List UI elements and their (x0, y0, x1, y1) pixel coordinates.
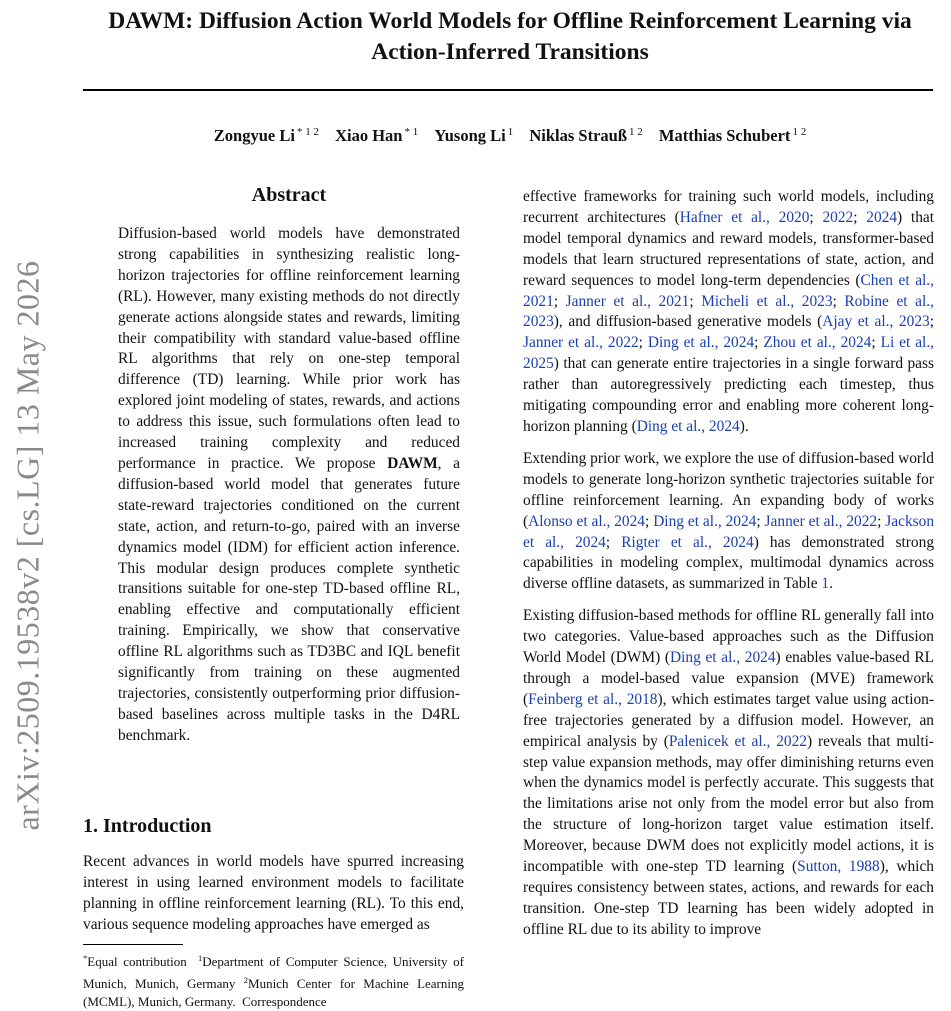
citation-link[interactable]: Janner et al., 2021 (565, 292, 690, 310)
paragraph-text: ; (605, 533, 622, 551)
citation-link[interactable]: Chen et al., 2021 (523, 271, 934, 310)
paragraph-text: ; (756, 512, 765, 530)
citation-link[interactable]: 2022 (822, 208, 854, 226)
paragraph-text: ; (853, 208, 867, 226)
citation-link[interactable]: Li et al., 2025 (523, 334, 935, 373)
author-list (80, 126, 940, 146)
citation-link[interactable]: Palenicek et al., 2022 (668, 732, 807, 750)
paragraph-text: ; (645, 512, 654, 530)
paragraph-text: ) that can generate entire trajectories in a single forward pass rather than autoregressively predicting each timestep, thus mitigating compounding error and enabling more coherent long-horizon planning ( (523, 355, 934, 435)
paragraph-text: ; (877, 512, 886, 530)
author-5 (659, 126, 806, 145)
author-affiliation-marks: * 1 (404, 126, 419, 138)
footnote-equal-contribution: Equal contribution (87, 954, 187, 969)
footnote-mark: * (83, 953, 88, 963)
paragraph-text: ) enables value-based RL through a model-based value expansion (MVE) framework ( (523, 649, 935, 708)
citation-link[interactable]: Robine et al., 2023 (523, 292, 934, 331)
author-2 (335, 126, 418, 145)
citation-link[interactable]: Hafner et al., 2020 (679, 208, 810, 226)
paragraph-text: ), which estimates target value using action-free trajectories generated by a diffusion model. However, an empirical analysis by ( (523, 690, 934, 750)
citation-link[interactable]: Janner et al., 2022 (764, 512, 878, 530)
paragraph-text: ) that model temporal dynamics and reward models, transformer-based models that learn structured representations of state, action, and reward sequences to model long-term dependencies ( (523, 208, 934, 289)
citation-link[interactable]: Ajay et al., 2023 (822, 313, 930, 331)
paragraph-text: effective frameworks for training such world models, including recurrent architectures ( (523, 188, 934, 226)
citation-link[interactable]: Rigter et al., 2024 (621, 533, 754, 551)
citation-link[interactable]: 2024 (866, 208, 898, 226)
abstract-body (118, 224, 460, 747)
author-affiliation-marks: 1 2 (792, 126, 807, 138)
paragraph-text: ) reveals that multi-step value expansion methods, may offer diminishing returns even when the dynamics model is perfectly accurate. This suggests that the limitations arise not only from the model error but also from the structure of long-horizon target value estimation itself. Moreover, because DWM does not explicitly model actions, it is incompatible with one-step TD learning ( (523, 732, 935, 876)
author-affiliation-marks: 1 2 (629, 126, 643, 138)
footnote-divider (83, 944, 183, 945)
author-name: Zongyue Li (213, 126, 295, 145)
paragraph-text: ; (809, 208, 823, 226)
introduction-paragraph: Recent advances in world models have spurred increasing interest in using learned environment models to facilitate planning in offline reinforcement learning (RL). To this end, various sequence modeling approaches have emerged as (83, 853, 464, 933)
paragraph-text: . (829, 575, 833, 593)
paragraph-extending-prior-work (523, 449, 934, 595)
citation-link[interactable]: Sutton, 1988 (797, 858, 880, 876)
paragraph-text: ; (638, 334, 648, 352)
author-4 (529, 126, 642, 145)
arxiv-id-text: arXiv:2509.19538v2 [cs.LG] 13 May 2026 (9, 260, 46, 831)
citation-link[interactable]: Janner et al., 2022 (523, 334, 639, 352)
paragraph-text: ; (689, 292, 702, 310)
paragraph-text: ), and diffusion-based generative models ( (553, 313, 823, 331)
paragraph-world-model-frameworks (523, 187, 934, 438)
author-affiliation-marks: 1 (507, 126, 514, 138)
footnote-mark: 2 (243, 975, 249, 985)
footnote-correspondence: Correspondence (242, 994, 327, 1009)
paragraph-text: ; (553, 292, 566, 310)
paragraph-text: ; (754, 334, 764, 352)
arxiv-identifier-stamp (0, 233, 56, 858)
paragraph-text: ) has demonstrated strong capabilities in modeling complex, multimodal dynamics across diverse offline datasets, as summarized in Table (523, 533, 935, 593)
author-name: Matthias Schubert (658, 126, 791, 145)
paragraph-text: ). (739, 417, 749, 435)
footnote (83, 949, 464, 1011)
citation-link[interactable]: Feinberg et al., 2018 (528, 690, 658, 708)
citation-link[interactable]: Ding et al., 2024 (653, 512, 757, 530)
section-heading-introduction: 1. Introduction (83, 815, 212, 837)
title-divider (83, 89, 933, 91)
author-name: Niklas Strauß (529, 126, 628, 145)
author-name: Yusong Li (434, 126, 506, 145)
citation-link[interactable]: Jackson et al., 2024 (523, 512, 935, 551)
author-3 (434, 126, 513, 145)
author-1 (214, 126, 319, 145)
method-name-bold: DAWM (387, 454, 438, 472)
paragraph-text: ; (871, 334, 881, 352)
abstract-text-part: Diffusion-based world models have demonstrated strong capabilities in synthesizing realistic long-horizon trajectories for offline reinforcement learning (RL). However, many existing methods do not directly generate actions alongside states and rewards, limiting their compatibility with standard value-based offline RL algorithms that rely on one-step temporal difference (TD) learning. While prior work has explored joint modeling of states, rewards, and actions to address this issue, such formulations often lead to increased training complexity and reduced performance in practice. We propose (118, 225, 460, 472)
paragraph-text: Extending prior work, we explore the use of diffusion-based world models to generate long-horizon synthetic trajectories suitable for offline reinforcement learning. An expanding body of works ( (523, 449, 934, 530)
citation-link[interactable]: Alonso et al., 2024 (528, 512, 645, 530)
author-affiliation-marks: * 1 2 (296, 126, 319, 138)
title-line-2: Action-Inferred Transitions (371, 39, 649, 65)
citation-link[interactable]: Ding et al., 2024 (636, 417, 740, 435)
footnote-mark: 1 (198, 953, 203, 963)
citation-link[interactable]: Ding et al., 2024 (647, 334, 755, 352)
paragraph-text: ; (929, 313, 934, 331)
paragraph-text: ), which requires consistency between states, actions, and rewards for each transition. One-step TD learning has been widely adopted in offline RL due to its ability to improve (523, 858, 934, 938)
abstract-heading: Abstract (251, 184, 327, 206)
title-line-1: DAWM: Diffusion Action World Models for Offline Reinforcement Learning via (108, 8, 912, 34)
footnote-affiliation-2: Munich Center for Machine Learning (MCML), Munich, Germany. (83, 976, 464, 1009)
abstract-text-part: , a diffusion-based world model that generates future state-reward trajectories conditioned on the current state, action, and return-to-go, paired with an inverse dynamics model (IDM) for efficient action inference. This modular design produces complete synthetic transitions suitable for one-step TD-based offline RL, enabling effective and computationally efficient training. Empirically, we show that conservative offline RL algorithms such as TD3BC and IQL benefit significantly from training on these augmented trajectories, consistently outperforming prior diffusion-based baselines across multiple tasks in the D4RL benchmark. (118, 454, 460, 744)
author-name: Xiao Han (335, 126, 403, 145)
citation-link[interactable]: Zhou et al., 2024 (763, 334, 872, 352)
citation-link[interactable]: 1 (821, 575, 830, 593)
paragraph-text: ; (832, 292, 845, 310)
paragraph-text: Existing diffusion-based methods for offline RL generally fall into two categories. Value-based approaches such as the Diffusion World Model (DWM) ( (523, 607, 934, 667)
paper-title (80, 6, 940, 68)
citation-link[interactable]: Micheli et al., 2023 (701, 292, 833, 310)
citation-link[interactable]: Ding et al., 2024 (670, 649, 776, 667)
right-column (523, 187, 934, 952)
paragraph-existing-methods (523, 606, 934, 941)
footnote-affiliation-1: Department of Computer Science, University of Munich, Munich, Germany (83, 954, 464, 991)
